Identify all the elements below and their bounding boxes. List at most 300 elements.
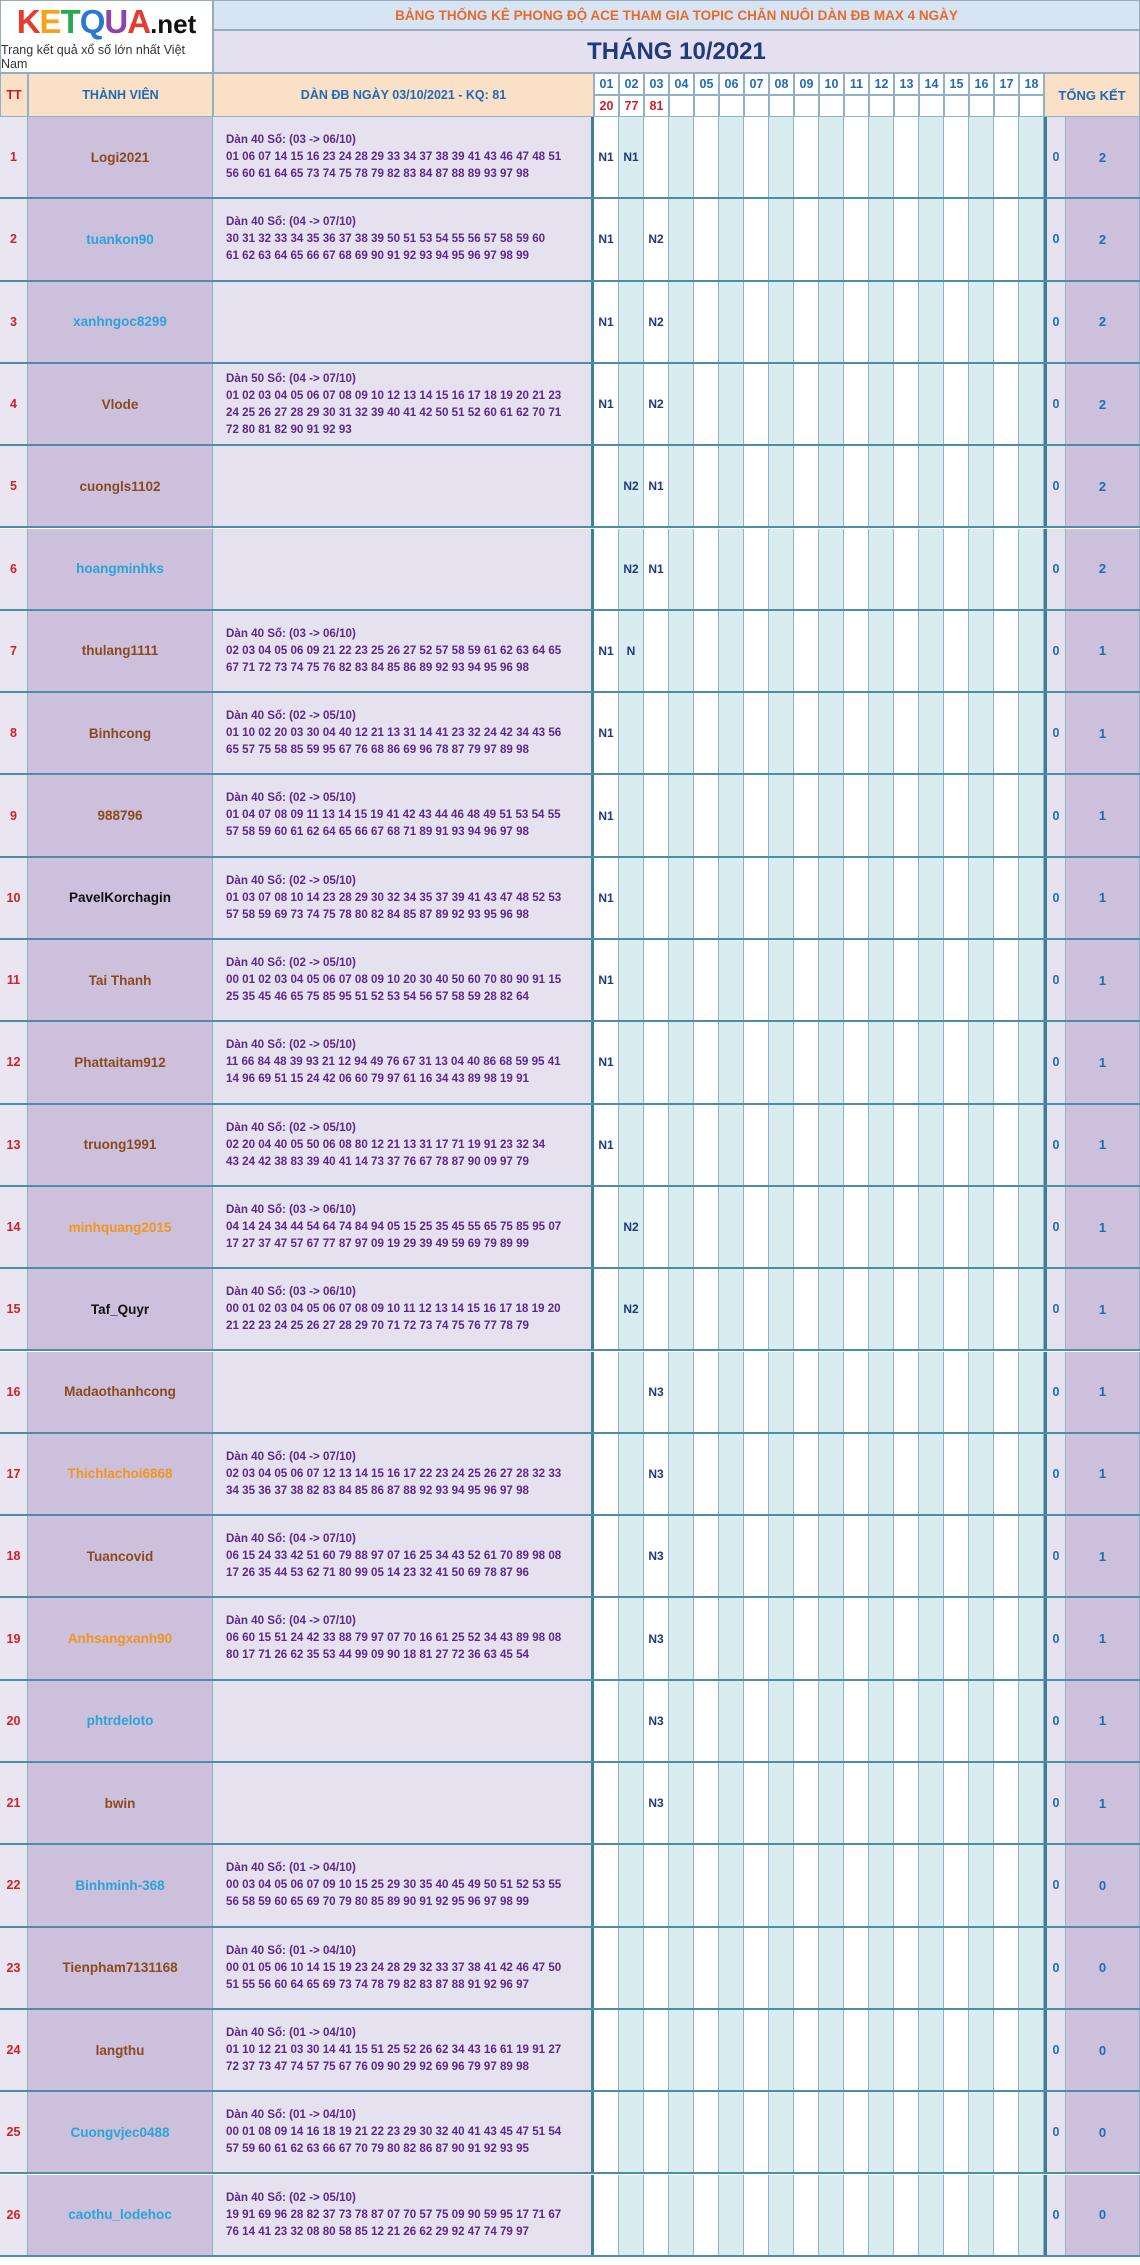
day-mark-08 [769, 858, 794, 938]
member-name[interactable]: cuongls1102 [28, 446, 213, 526]
day-mark-15 [944, 2092, 969, 2172]
day-mark-10 [819, 1681, 844, 1761]
member-name[interactable]: minhquang2015 [28, 1187, 213, 1267]
dan-cell [213, 1105, 594, 1185]
day-mark-05 [694, 1022, 719, 1102]
day-mark-18 [1019, 858, 1044, 938]
day-mark-17 [994, 529, 1019, 609]
day-header-09: 09 [794, 73, 819, 95]
day-mark-17 [994, 1598, 1019, 1678]
day-mark-07 [744, 1763, 769, 1843]
dan-numbers: 72 80 81 82 90 91 92 93 [226, 422, 352, 436]
day-mark-12 [869, 1105, 894, 1185]
day-mark-18 [1019, 282, 1044, 362]
day-mark-02 [619, 2092, 644, 2172]
day-mark-09 [794, 775, 819, 855]
day-mark-09 [794, 1598, 819, 1678]
day-result-05 [694, 95, 719, 117]
day-mark-13 [894, 1928, 919, 2008]
day-mark-01 [594, 2010, 619, 2090]
day-mark-03 [644, 2092, 669, 2172]
day-mark-08 [769, 364, 794, 444]
day-mark-09 [794, 1928, 819, 2008]
total-score: 0 [1066, 1845, 1140, 1925]
zero-count: 0 [1044, 2175, 1066, 2255]
day-mark-01 [594, 1763, 619, 1843]
day-mark-18 [1019, 1598, 1044, 1678]
day-mark-15 [944, 775, 969, 855]
dan-title: Dàn 40 Số: (01 -> 04/10) [226, 2108, 356, 2122]
member-name[interactable]: Vlode [28, 364, 213, 444]
day-mark-15 [944, 1352, 969, 1432]
logo-word [17, 3, 150, 41]
day-mark-13 [894, 2010, 919, 2090]
day-mark-03 [644, 1022, 669, 1102]
day-mark-14 [919, 940, 944, 1020]
dan-cell [213, 1516, 594, 1596]
dan-numbers: 80 17 71 26 62 35 53 44 99 09 90 18 81 27 72 36 63 45 54 [226, 1648, 529, 1662]
day-mark-11 [844, 611, 869, 691]
day-mark-16 [969, 1928, 994, 2008]
day-mark-05 [694, 2175, 719, 2255]
table-row [0, 940, 1140, 1022]
day-mark-09 [794, 1434, 819, 1514]
dan-numbers: 01 04 07 08 09 11 13 14 15 19 41 42 43 44 46 48 49 51 53 54 55 [226, 808, 561, 822]
day-mark-18 [1019, 1763, 1044, 1843]
logo-letter: T [60, 2, 80, 40]
day-mark-10 [819, 2010, 844, 2090]
day-mark-04 [669, 775, 694, 855]
day-mark-17 [994, 1434, 1019, 1514]
dan-cell [213, 364, 594, 444]
day-mark-12 [869, 611, 894, 691]
day-mark-05 [694, 117, 719, 197]
day-mark-03 [644, 693, 669, 773]
dan-title: Dàn 40 Số: (03 -> 06/10) [226, 133, 356, 146]
day-mark-17 [994, 1845, 1019, 1925]
day-mark-07 [744, 611, 769, 691]
day-mark-05 [694, 1516, 719, 1596]
day-mark-13 [894, 611, 919, 691]
day-mark-14 [919, 1434, 944, 1514]
dan-numbers: 17 27 37 47 57 67 77 87 97 09 19 29 39 49 59 69 79 89 99 [226, 1236, 529, 1250]
member-name[interactable]: 988796 [28, 775, 213, 855]
zero-count: 0 [1044, 1598, 1066, 1678]
day-mark-12 [869, 1352, 894, 1432]
day-mark-02 [619, 2010, 644, 2090]
day-mark-07 [744, 1516, 769, 1596]
day-mark-05 [694, 940, 719, 1020]
total-score: 1 [1066, 611, 1140, 691]
total-score: 0 [1066, 2092, 1140, 2172]
day-mark-06 [719, 1845, 744, 1925]
day-mark-16 [969, 693, 994, 773]
day-mark-02 [619, 2175, 644, 2255]
member-name[interactable]: xanhngoc8299 [28, 282, 213, 362]
day-mark-02 [619, 1763, 644, 1843]
day-mark-11 [844, 1763, 869, 1843]
day-mark-07 [744, 1269, 769, 1349]
day-mark-10 [819, 1763, 844, 1843]
day-mark-12 [869, 282, 894, 362]
member-name[interactable]: Tienpham7131168 [28, 1928, 213, 2008]
day-mark-05 [694, 1928, 719, 2008]
dan-cell [213, 1434, 594, 1514]
row-number: 23 [0, 1928, 28, 2008]
day-mark-10 [819, 1105, 844, 1185]
day-mark-18 [1019, 117, 1044, 197]
day-mark-04 [669, 2010, 694, 2090]
dan-cell [213, 1598, 594, 1678]
day-mark-08 [769, 1598, 794, 1678]
day-result-14 [919, 95, 944, 117]
day-mark-09 [794, 1105, 819, 1185]
zero-count: 0 [1044, 199, 1066, 279]
table-row [0, 529, 1140, 611]
member-name[interactable]: bwin [28, 1763, 213, 1843]
member-name[interactable]: Taf_Quyr [28, 1269, 213, 1349]
day-mark-15 [944, 2010, 969, 2090]
dan-numbers: 01 10 02 20 03 30 04 40 12 21 13 31 14 41 23 32 24 42 34 43 56 [226, 726, 562, 740]
day-mark-08 [769, 940, 794, 1020]
day-mark-12 [869, 1928, 894, 2008]
day-mark-16 [969, 1516, 994, 1596]
day-header-06: 06 [719, 73, 744, 95]
day-mark-11 [844, 199, 869, 279]
day-mark-13 [894, 1598, 919, 1678]
dan-cell [213, 1022, 594, 1102]
day-mark-01 [594, 1681, 619, 1761]
day-mark-06 [719, 117, 744, 197]
day-header-07: 07 [744, 73, 769, 95]
site-logo[interactable] [0, 0, 213, 73]
day-mark-06 [719, 858, 744, 938]
dan-title: Dàn 40 Số: (03 -> 06/10) [226, 626, 356, 640]
zero-count: 0 [1044, 1022, 1066, 1102]
row-number: 13 [0, 1105, 28, 1185]
day-mark-17 [994, 775, 1019, 855]
day-mark-09 [794, 1352, 819, 1432]
day-header-16: 16 [969, 73, 994, 95]
member-name[interactable]: Thichlachoi6868 [28, 1434, 213, 1514]
day-mark-17 [994, 1105, 1019, 1185]
day-mark-12 [869, 2175, 894, 2255]
day-mark-01: N1 [594, 858, 619, 938]
day-mark-16 [969, 199, 994, 279]
dan-numbers: 61 62 63 64 65 66 67 68 69 90 91 92 93 94 95 96 97 98 99 [226, 249, 529, 263]
day-mark-06 [719, 1928, 744, 2008]
day-mark-03 [644, 775, 669, 855]
member-name[interactable]: langthu [28, 2010, 213, 2090]
day-mark-01 [594, 1516, 619, 1596]
day-mark-16 [969, 1269, 994, 1349]
dan-numbers: 67 71 72 73 74 75 76 82 83 84 85 86 89 92 93 94 95 96 98 [226, 660, 529, 674]
day-mark-09 [794, 529, 819, 609]
day-mark-11 [844, 2092, 869, 2172]
day-mark-05 [694, 199, 719, 279]
day-mark-09 [794, 117, 819, 197]
day-mark-06 [719, 1269, 744, 1349]
day-mark-18 [1019, 1681, 1044, 1761]
member-name[interactable]: caothu_lodehoc [28, 2175, 213, 2255]
dan-title: Dàn 40 Số: (02 -> 05/10) [226, 873, 356, 887]
day-mark-13 [894, 364, 919, 444]
day-mark-04 [669, 1352, 694, 1432]
day-mark-02 [619, 1352, 644, 1432]
day-mark-06 [719, 940, 744, 1020]
day-mark-04 [669, 199, 694, 279]
table-row [0, 2010, 1140, 2092]
logo-mark [17, 3, 197, 41]
day-mark-13 [894, 693, 919, 773]
table-row [0, 1187, 1140, 1269]
day-header-13: 13 [894, 73, 919, 95]
day-mark-10 [819, 1352, 844, 1432]
day-mark-17 [994, 1928, 1019, 2008]
day-mark-01 [594, 1434, 619, 1514]
day-mark-14 [919, 1763, 944, 1843]
day-mark-18 [1019, 1516, 1044, 1596]
day-mark-05 [694, 858, 719, 938]
day-mark-14 [919, 529, 944, 609]
day-mark-06 [719, 2175, 744, 2255]
row-number: 22 [0, 1845, 28, 1925]
day-mark-07 [744, 364, 769, 444]
day-mark-11 [844, 1928, 869, 2008]
total-score: 1 [1066, 1598, 1140, 1678]
day-mark-14 [919, 1187, 944, 1267]
day-mark-07 [744, 2010, 769, 2090]
zero-count: 0 [1044, 940, 1066, 1020]
day-result-12 [869, 95, 894, 117]
member-name[interactable]: phtrdeloto [28, 1681, 213, 1761]
day-mark-15 [944, 611, 969, 691]
day-mark-04 [669, 117, 694, 197]
day-mark-06 [719, 1434, 744, 1514]
day-mark-13 [894, 1105, 919, 1185]
day-mark-08 [769, 1516, 794, 1596]
table-row [0, 693, 1140, 775]
day-mark-14 [919, 1269, 944, 1349]
member-name[interactable]: Cuongvjec0488 [28, 2092, 213, 2172]
day-mark-11 [844, 117, 869, 197]
table-row [0, 282, 1140, 364]
day-mark-02 [619, 940, 644, 1020]
total-score: 1 [1066, 1434, 1140, 1514]
member-name[interactable]: truong1991 [28, 1105, 213, 1185]
day-mark-04 [669, 1434, 694, 1514]
row-number: 1 [0, 117, 28, 197]
zero-count: 0 [1044, 2092, 1066, 2172]
day-mark-03: N3 [644, 1352, 669, 1432]
day-mark-12 [869, 529, 894, 609]
member-name[interactable]: Tuancovid [28, 1516, 213, 1596]
day-mark-12 [869, 199, 894, 279]
day-mark-06 [719, 1187, 744, 1267]
dan-cell [213, 2175, 594, 2255]
day-mark-14 [919, 1845, 944, 1925]
day-header-01: 01 [594, 73, 619, 95]
member-name[interactable]: Binhminh-368 [28, 1845, 213, 1925]
day-mark-17 [994, 1352, 1019, 1432]
day-result-04 [669, 95, 694, 117]
day-result-17 [994, 95, 1019, 117]
day-mark-09 [794, 611, 819, 691]
day-mark-10 [819, 1845, 844, 1925]
dan-cell [213, 1187, 594, 1267]
dan-numbers: 76 14 41 23 32 08 80 58 85 12 21 26 62 29 92 47 74 79 97 [226, 2224, 529, 2238]
day-mark-03 [644, 1845, 669, 1925]
zero-count: 0 [1044, 1763, 1066, 1843]
day-mark-14 [919, 775, 944, 855]
day-mark-14 [919, 199, 944, 279]
day-mark-18 [1019, 446, 1044, 526]
day-mark-09 [794, 2092, 819, 2172]
day-mark-03: N3 [644, 1434, 669, 1514]
day-mark-10 [819, 199, 844, 279]
day-mark-04 [669, 282, 694, 362]
day-mark-15 [944, 1269, 969, 1349]
day-mark-03 [644, 2010, 669, 2090]
day-mark-10 [819, 1928, 844, 2008]
day-mark-03: N3 [644, 1681, 669, 1761]
zero-count: 0 [1044, 775, 1066, 855]
member-name[interactable]: Tai Thanh [28, 940, 213, 1020]
day-result-09 [794, 95, 819, 117]
total-score: 1 [1066, 775, 1140, 855]
day-mark-06 [719, 2092, 744, 2172]
day-header-17: 17 [994, 73, 1019, 95]
day-mark-16 [969, 446, 994, 526]
table-row [0, 364, 1140, 446]
day-mark-17 [994, 1269, 1019, 1349]
day-mark-07 [744, 1928, 769, 2008]
day-result-07 [744, 95, 769, 117]
day-mark-10 [819, 364, 844, 444]
logo-letter: A [127, 2, 151, 40]
day-mark-14 [919, 2010, 944, 2090]
day-mark-17 [994, 2010, 1019, 2090]
day-mark-03: N2 [644, 199, 669, 279]
member-name[interactable]: Anhsangxanh90 [28, 1598, 213, 1678]
day-mark-08 [769, 1105, 794, 1185]
dan-title: Dàn 40 Số: (02 -> 05/10) [226, 2190, 356, 2204]
day-mark-11 [844, 1681, 869, 1761]
dan-cell [213, 858, 594, 938]
day-mark-10 [819, 282, 844, 362]
day-mark-13 [894, 529, 919, 609]
day-mark-17 [994, 1187, 1019, 1267]
day-mark-08 [769, 117, 794, 197]
total-score: 1 [1066, 693, 1140, 773]
logo-letter: E [39, 2, 61, 40]
table-row [0, 775, 1140, 857]
day-mark-02: N1 [619, 117, 644, 197]
day-mark-16 [969, 775, 994, 855]
table-row [0, 1928, 1140, 2010]
zero-count: 0 [1044, 364, 1066, 444]
total-score: 1 [1066, 1187, 1140, 1267]
day-mark-10 [819, 1434, 844, 1514]
day-mark-13 [894, 775, 919, 855]
table-row [0, 1434, 1140, 1516]
day-mark-07 [744, 2092, 769, 2172]
zero-count: 0 [1044, 1681, 1066, 1761]
day-mark-17 [994, 1022, 1019, 1102]
table-row [0, 1022, 1140, 1104]
row-number: 6 [0, 529, 28, 609]
day-mark-15 [944, 1105, 969, 1185]
day-result-13 [894, 95, 919, 117]
day-mark-05 [694, 1352, 719, 1432]
dan-numbers: 01 06 07 14 15 16 23 24 28 29 33 34 37 38 39 41 43 46 47 48 51 [226, 150, 562, 163]
day-mark-06 [719, 1105, 744, 1185]
day-mark-07 [744, 1022, 769, 1102]
member-name[interactable]: Logi2021 [28, 117, 213, 197]
day-mark-16 [969, 858, 994, 938]
day-mark-02 [619, 858, 644, 938]
day-mark-12 [869, 1187, 894, 1267]
member-name[interactable]: tuankon90 [28, 199, 213, 279]
day-mark-16 [969, 2175, 994, 2255]
dan-numbers: 00 01 08 09 14 16 18 19 21 22 23 29 30 32 40 41 43 45 47 51 54 [226, 2125, 562, 2139]
day-mark-08 [769, 2175, 794, 2255]
day-mark-10 [819, 2175, 844, 2255]
day-mark-17 [994, 1763, 1019, 1843]
day-mark-08 [769, 1845, 794, 1925]
day-mark-05 [694, 364, 719, 444]
day-mark-13 [894, 1187, 919, 1267]
day-mark-01 [594, 1928, 619, 2008]
dan-cell [213, 693, 594, 773]
day-mark-08 [769, 1928, 794, 2008]
day-mark-13 [894, 1269, 919, 1349]
dan-numbers: 02 03 04 05 06 09 21 22 23 25 26 27 52 57 58 59 61 62 63 64 65 [226, 643, 562, 657]
day-mark-18 [1019, 1928, 1044, 2008]
day-mark-12 [869, 1681, 894, 1761]
day-mark-03: N1 [644, 446, 669, 526]
day-mark-11 [844, 1598, 869, 1678]
day-mark-03: N2 [644, 364, 669, 444]
day-mark-17 [994, 611, 1019, 691]
day-mark-08 [769, 282, 794, 362]
day-mark-16 [969, 1681, 994, 1761]
day-mark-06 [719, 282, 744, 362]
day-mark-10 [819, 1187, 844, 1267]
logo-tagline: Trang kết quả xổ số lớn nhất Việt Nam [1, 42, 186, 71]
day-mark-14 [919, 117, 944, 197]
zero-count: 0 [1044, 1352, 1066, 1432]
day-mark-07 [744, 1434, 769, 1514]
dan-numbers: 57 58 59 60 61 62 64 65 66 67 68 71 89 91 93 94 96 97 98 [226, 825, 529, 839]
member-name[interactable]: Phattaitam912 [28, 1022, 213, 1102]
day-mark-04 [669, 1516, 694, 1596]
day-result-18 [1019, 95, 1044, 117]
month-title: THÁNG 10/2021 [213, 30, 1140, 73]
day-mark-09 [794, 858, 819, 938]
day-mark-12 [869, 446, 894, 526]
day-mark-01 [594, 1845, 619, 1925]
member-name[interactable]: PavelKorchagin [28, 858, 213, 938]
dan-cell [213, 117, 594, 197]
member-name[interactable]: Madaothanhcong [28, 1352, 213, 1432]
member-name[interactable]: Binhcong [28, 693, 213, 773]
member-name[interactable]: thulang1111 [28, 611, 213, 691]
day-mark-01: N1 [594, 282, 619, 362]
topic-title: BẢNG THỐNG KÊ PHONG ĐỘ ACE THAM GIA TOPIC CHĂN NUÔI DÀN ĐB MAX 4 NGÀY [213, 0, 1140, 30]
member-name[interactable]: hoangminhks [28, 529, 213, 609]
table-row [0, 1105, 1140, 1187]
